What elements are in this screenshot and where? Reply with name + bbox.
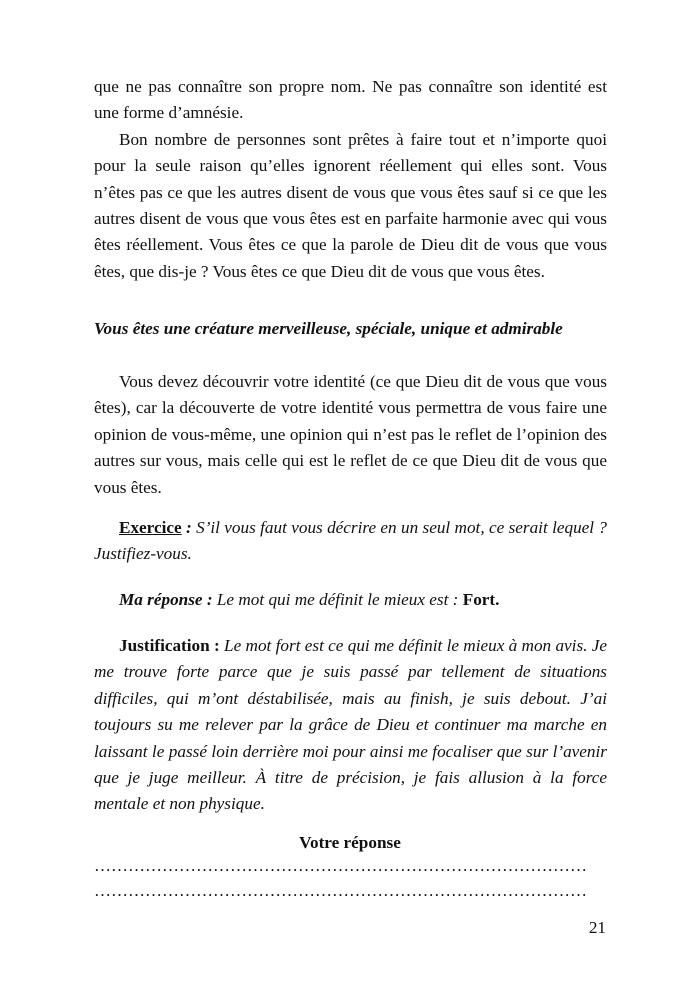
response-title: Votre réponse: [299, 833, 401, 852]
answer-paragraph: [94, 587, 607, 613]
answer-line-1: ……………………………………………………………………………: [94, 856, 587, 875]
paragraph-identity: Bon nombre de personnes sont prêtes à faire tout et n’importe quoi pour la seule raison qu’elles ignorent réellement qui elles sont. Vous n’êtes pas ce que les autres disent de vous que vous êtes sauf si ce que les autres disent de vous que vous êtes est en parfaite harmonie avec qui vous êtes réellement. Vous êtes ce que la parole de Dieu dit de vous que vous êtes, que dis-je ? Vous êtes ce que Dieu dit de vous que vous êtes.: [94, 129, 607, 281]
answer-word: Fort.: [462, 590, 500, 609]
answer-text: Le mot qui me définit le mieux est :: [212, 590, 463, 609]
answer-line-2: ……………………………………………………………………………: [94, 881, 587, 900]
paragraph-continuation: que ne pas connaître son propre nom. Ne pas connaître son identité est une forme d’amnésie.: [94, 77, 607, 123]
exercise-colon: :: [181, 518, 197, 537]
exercise-block: [94, 515, 607, 568]
section-heading: Vous êtes une créature merveilleuse, spéciale, unique et admirable: [94, 319, 563, 338]
exercise-label: Exercice: [119, 518, 182, 537]
exercise-question: S’il vous faut vous décrire en un seul mot, ce serait lequel ? Justifiez-vous.: [94, 518, 607, 564]
exercise-paragraph: [94, 515, 607, 568]
answer-label: Ma réponse :: [119, 590, 213, 609]
justification-paragraph: [94, 633, 607, 818]
justification-block: [94, 633, 607, 818]
justification-text: Le mot fort est ce qui me définit le mieux à mon avis. Je me trouve forte parce que je suis passé par tellement de situations difficiles, qui m’ont déstabilisée, mais au finish, je suis debout. J’ai toujours su me relever par la grâce de Dieu et continuer ma marche en laissant le passé loin derrière moi pour ainsi me focaliser que sur l’avenir que je juge meilleur. À titre de précision, je fais allusion à la force mentale et non physique.: [94, 636, 608, 814]
justification-label: Justification :: [119, 636, 220, 655]
intro-section: [94, 74, 607, 285]
page-number: 21: [588, 918, 606, 937]
paragraph-discovery: Vous devez découvrir votre identité (ce que Dieu dit de vous que vous êtes), car la découverte de votre identité vous permettra de vous faire une opinion de vous-même, une opinion qui n’est pas le reflet de l’opinion des autres sur vous, mais celle qui est le reflet de ce que Dieu dit de vous que vous êtes.: [94, 372, 607, 497]
answer-block: [94, 587, 607, 613]
discovery-section: [94, 369, 607, 501]
